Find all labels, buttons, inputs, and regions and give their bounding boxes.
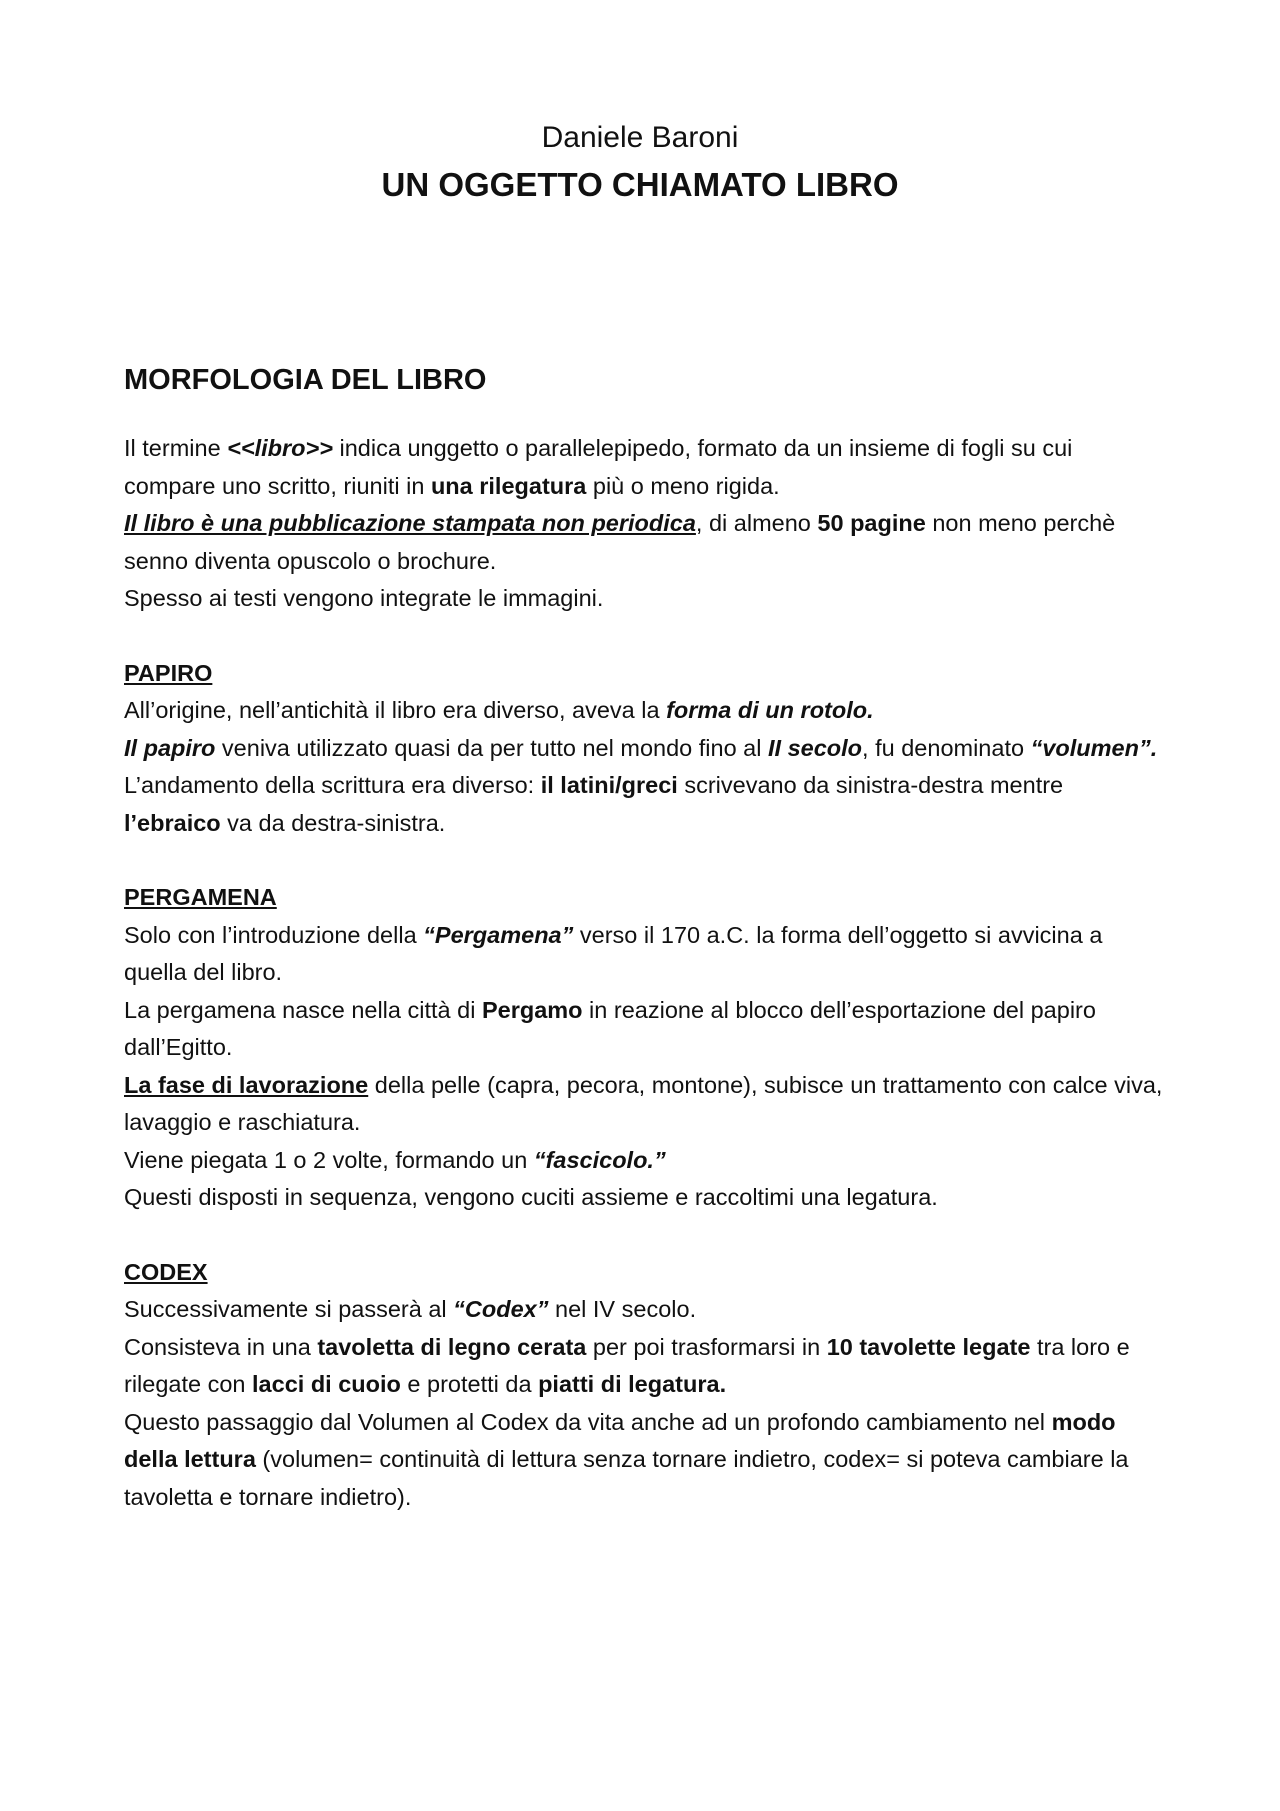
document-title: UN OGGETTO CHIAMATO LIBRO	[381, 166, 899, 203]
paragraph-papiro-origine	[124, 692, 1164, 730]
section-codex	[124, 1254, 1164, 1517]
author-name: Daniele Baroni	[541, 121, 739, 154]
emphasis-ebraico: l’ebraico	[124, 809, 221, 836]
text-run: indica unggetto o parallelepipedo, formato da un insieme di fogli su cui compare uno scritto, riuniti in	[124, 435, 1073, 499]
text-run: per poi trasformarsi in	[586, 1333, 827, 1360]
emphasis-lacci-cuoio: lacci di cuoio	[252, 1371, 401, 1397]
paragraph-codex-tavolette	[124, 1329, 1164, 1404]
emphasis-piatti-legatura: piatti di legatura.	[538, 1371, 727, 1397]
section-heading-codex: CODEX	[124, 1258, 208, 1285]
emphasis-papiro: Il papiro	[124, 734, 216, 761]
text-run: nel IV secolo.	[548, 1296, 697, 1322]
paragraph-libro-definizione	[124, 430, 1164, 505]
text-run: , di almeno	[695, 510, 818, 536]
text-run: tra loro e rilegate con	[124, 1333, 1130, 1397]
section-heading-morfologia: MORFOLOGIA DEL LIBRO	[124, 364, 487, 396]
paragraph-pergamena-introduzione	[124, 917, 1164, 992]
emphasis-pergamo: Pergamo	[481, 996, 583, 1023]
text-run: Il termine	[124, 435, 228, 461]
text-run: Viene piegata 1 o 2 volte, formando un	[124, 1146, 534, 1173]
paragraph-papiro-scrittura	[124, 767, 1164, 842]
text-run: La pergamena nasce nella città di	[124, 996, 482, 1023]
paragraph-pergamena-legatura: Questi disposti in sequenza, vengono cuciti assieme e raccoltimi una legatura.	[124, 1184, 938, 1210]
emphasis-codex: “Codex”	[453, 1296, 549, 1322]
paragraph-codex-introduzione	[124, 1291, 1164, 1329]
paragraph-pergamena-lavorazione	[124, 1067, 1164, 1142]
emphasis-pubblicazione: Il libro è una pubblicazione stampata non periodica	[124, 510, 696, 536]
paragraph-pergamena-origine	[124, 992, 1164, 1067]
emphasis-latini-greci: il latini/greci	[540, 772, 678, 798]
emphasis-pergamena: “Pergamena”	[423, 921, 574, 948]
section-heading-papiro: PAPIRO	[124, 659, 213, 686]
paragraph-pubblicazione	[124, 505, 1164, 580]
text-run: L’andamento della scrittura era diverso:	[124, 772, 541, 798]
emphasis-modo-lettura: modo della lettura	[124, 1408, 1116, 1472]
text-run: veniva utilizzato quasi da per tutto nel mondo fino al	[215, 734, 768, 761]
text-run: in reazione al blocco dell’esportazione del papiro dall’Egitto.	[124, 996, 1096, 1060]
emphasis-fascicolo: “fascicolo.”	[533, 1146, 666, 1173]
paragraph-papiro-utilizzo	[124, 730, 1164, 768]
text-run: della pelle (capra, pecora, montone), subisce un trattamento con calce viva, lavaggio e raschiatura.	[124, 1071, 1163, 1135]
section-heading-pergamena: PERGAMENA	[124, 884, 277, 910]
paragraph-immagini: Spesso ai testi vengono integrate le immagini.	[124, 585, 604, 611]
text-run: Successivamente si passerà al	[124, 1296, 454, 1322]
emphasis-fase-lavorazione: La fase di lavorazione	[124, 1071, 369, 1098]
emphasis-volumen: “volumen”.	[1030, 734, 1158, 761]
text-run: va da destra-sinistra.	[220, 809, 446, 836]
section-pergamena	[124, 879, 1164, 1217]
document-header	[0, 118, 1280, 208]
paragraph-pergamena-fascicolo	[124, 1142, 1164, 1180]
paragraph-codex-lettura	[124, 1404, 1164, 1517]
section-papiro	[124, 655, 1164, 843]
emphasis-rilegatura: una rilegatura	[430, 472, 587, 499]
emphasis-secolo: II secolo	[768, 734, 863, 761]
emphasis-50-pagine: 50 pagine	[817, 510, 926, 536]
emphasis-10-tavolette: 10 tavolette legate	[826, 1333, 1031, 1360]
text-run: Consisteva in una	[124, 1333, 318, 1360]
emphasis-libro: <<libro>>	[227, 435, 333, 461]
document-body	[124, 360, 1164, 1516]
text-run: scrivevano da sinistra-destra mentre	[677, 772, 1064, 798]
text-run: verso il 170 a.C. la forma dell’oggetto si avvicina a quella del libro.	[124, 921, 1103, 985]
text-run: All’origine, nell’antichità il libro era diverso, aveva la	[124, 697, 667, 723]
emphasis-rotolo: forma di un rotolo.	[666, 697, 874, 723]
text-run: (volumen= continuità di lettura senza tornare indietro, codex= si poteva cambiare la tavoletta e tornare indietro).	[124, 1446, 1129, 1510]
text-run: e protetti da	[400, 1371, 539, 1397]
text-run: Solo con l’introduzione della	[124, 921, 424, 948]
text-run: Questo passaggio dal Volumen al Codex da vita anche ad un profondo cambiamento nel	[124, 1408, 1052, 1435]
text-run: non meno perchè senno diventa opuscolo o brochure.	[124, 510, 1116, 574]
text-run: , fu denominato	[862, 734, 1031, 761]
text-run: più o meno rigida.	[586, 472, 780, 499]
emphasis-tavoletta: tavoletta di legno cerata	[317, 1333, 587, 1360]
